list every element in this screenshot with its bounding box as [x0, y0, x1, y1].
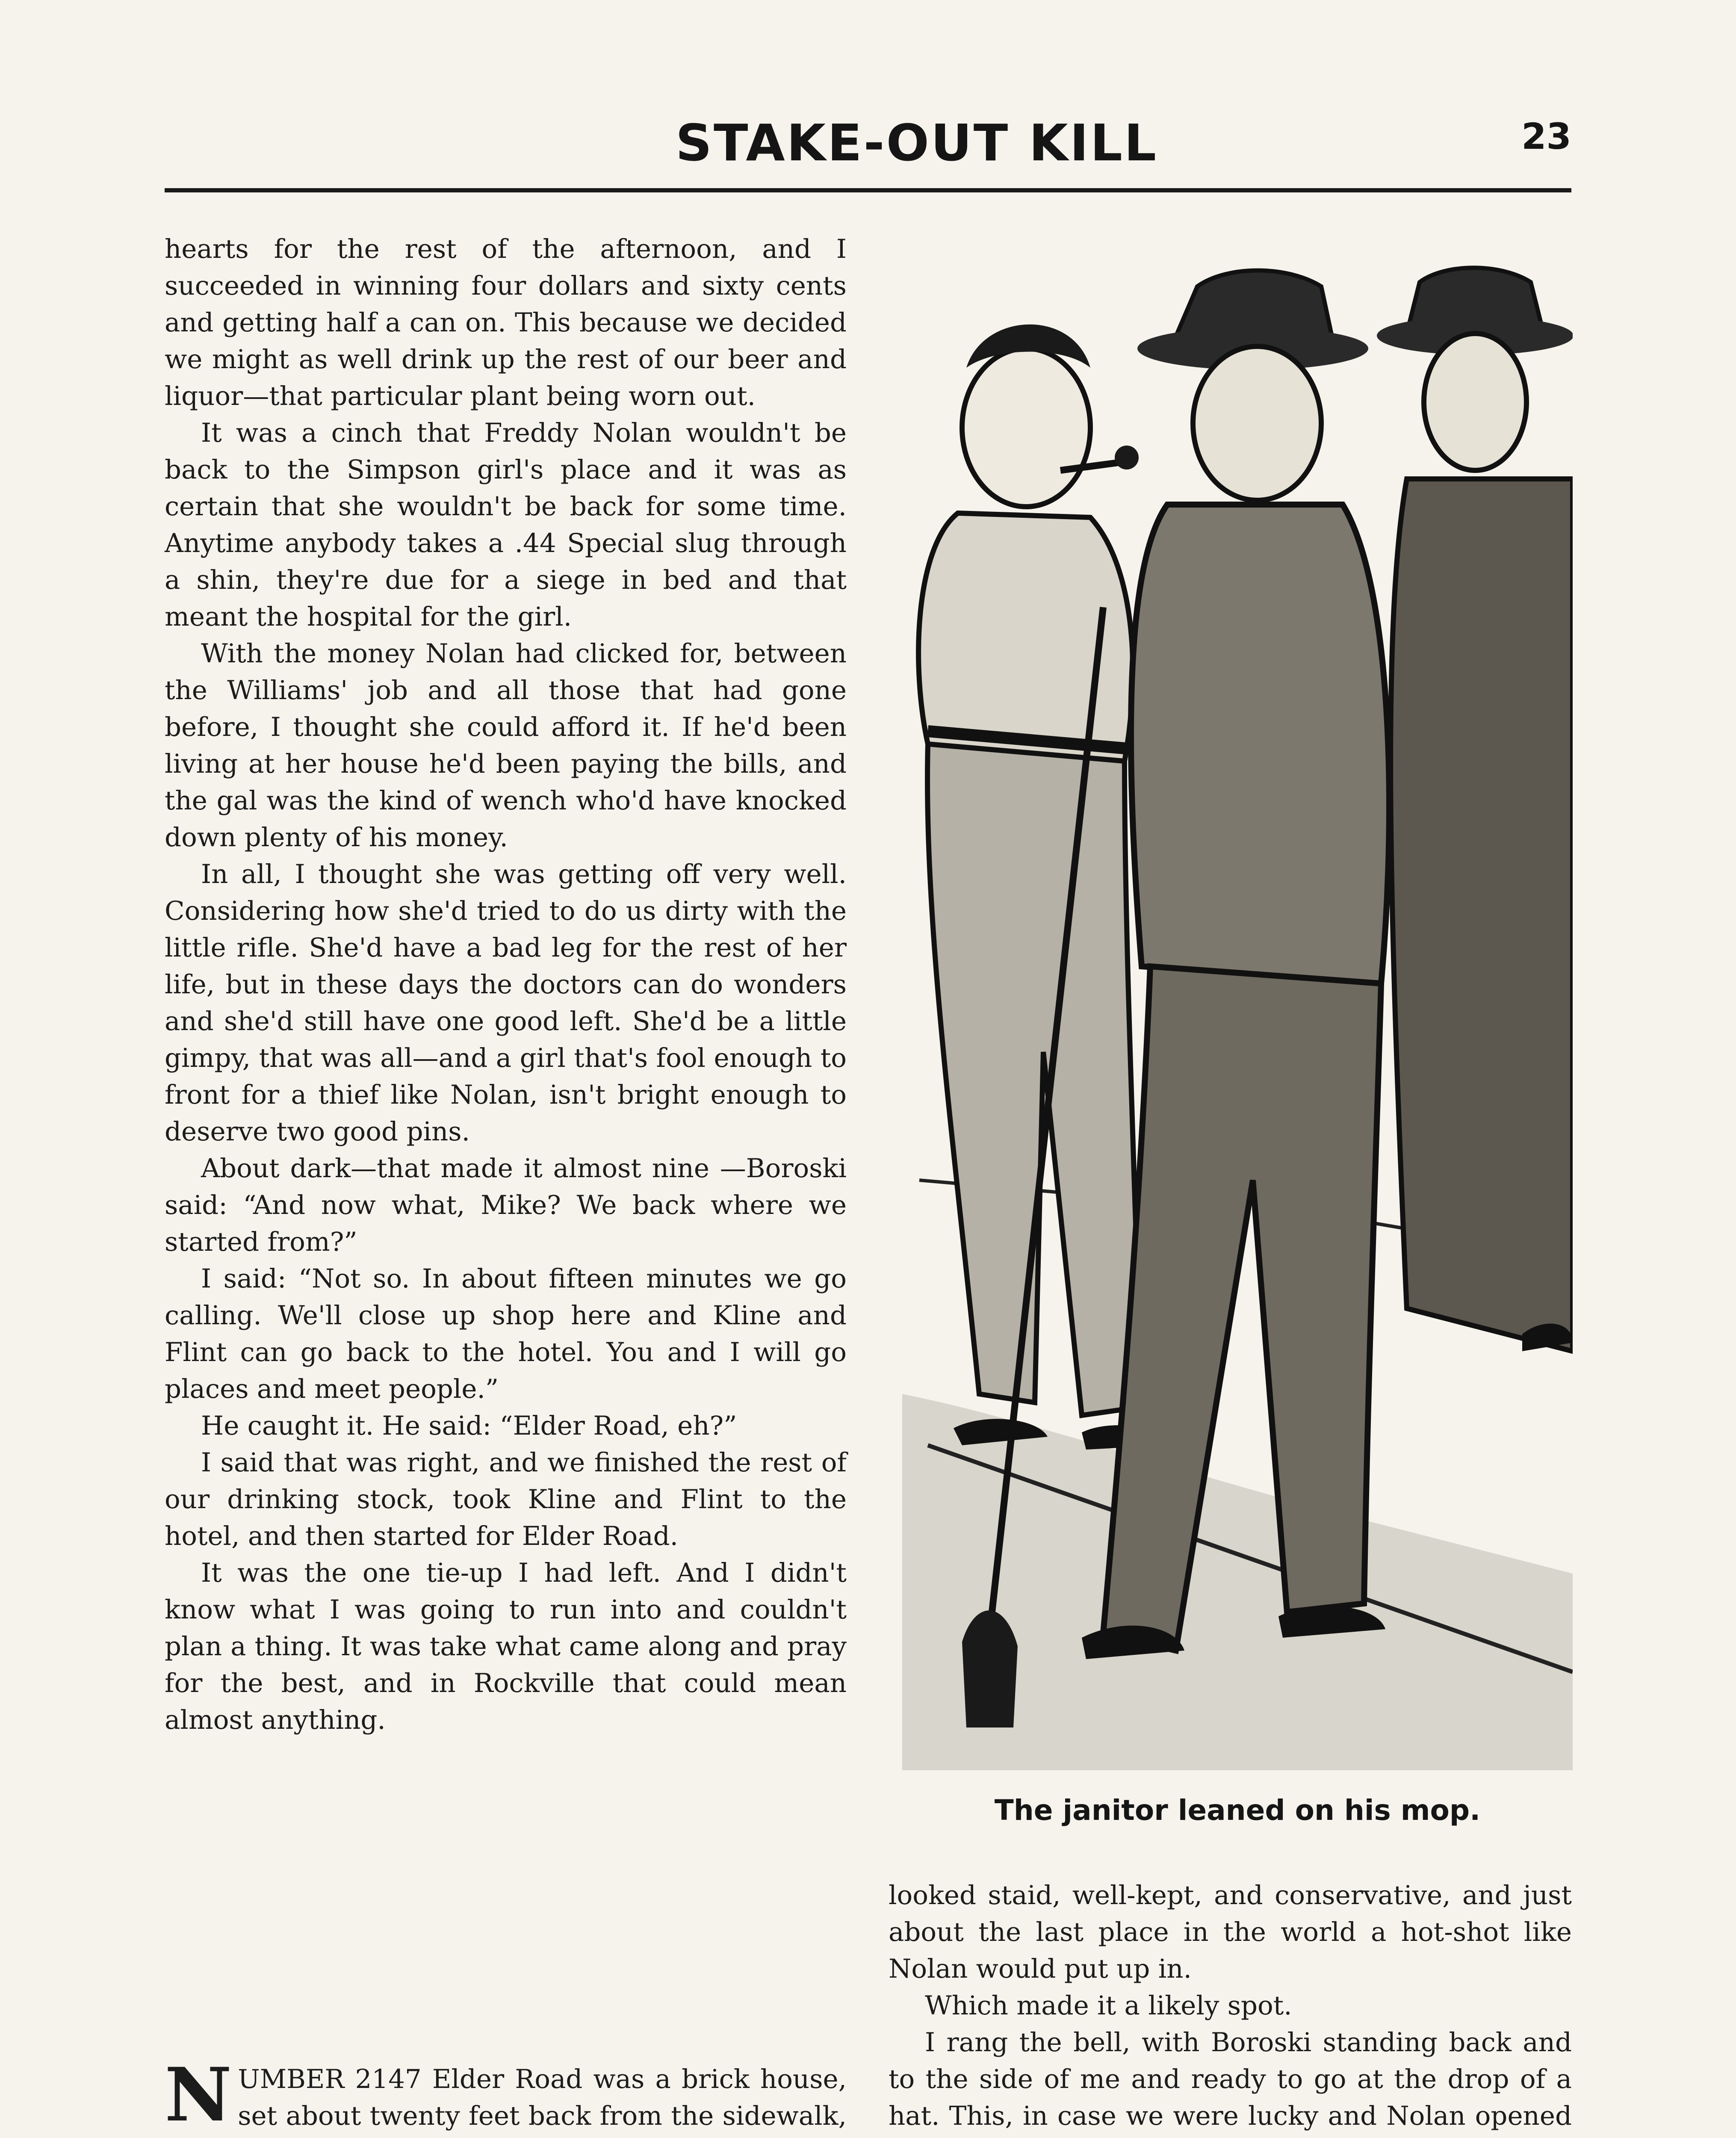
dropcap-paragraph-text: UMBER 2147 Elder Road was a brick house, set about twenty feet back from the sidewalk, [238, 2064, 847, 2131]
paragraph: I said: “Not so. In about fifteen minutes we go calling. We'll close up shop here and Kline and Flint can go back to the hotel. You and I will go places and meet people.” [165, 1264, 847, 1404]
paragraph: It was a cinch that Freddy Nolan wouldn't be back to the Simpson girl's place and it was as certain that she wouldn't be back for some time. Anytime anybody takes a .44 Special slug through a shin, they're due for a siege in bed and that meant the hospital for the girl. [165, 418, 847, 632]
page-number: 23 [1521, 115, 1571, 157]
right-column [889, 1877, 1572, 2138]
paragraph: He caught it. He said: “Elder Road, eh?” [201, 1411, 737, 1441]
dropcap-paragraph [165, 2051, 847, 2138]
paragraph: With the money Nolan had clicked for, between the Williams' job and all those that had gone before, I thought she could afford it. If he'd been living at her house he'd been paying the bills, and the gal was the kind of wench who'd have knocked down plenty of his money. [165, 638, 847, 853]
illustration-caption: The janitor leaned on his mop. [994, 1794, 1481, 1827]
paragraph: looked staid, well-kept, and conservative, and just about the last place in the world a hot-shot like Nolan would put up in. [889, 1880, 1572, 1984]
paragraph: Which made it a likely spot. [925, 1990, 1292, 2021]
header-rule [165, 188, 1571, 192]
running-head: STAKE-OUT KILL [676, 113, 1158, 172]
paragraph: About dark—that made it almost nine —Boroski said: “And now what, Mike? We back where we started from?” [165, 1153, 847, 1257]
paragraph: I said that was right, and we finished the rest of our drinking stock, took Kline and Flint to the hotel, and then started for Elder Road. [165, 1447, 847, 1551]
section-start [165, 2051, 847, 2138]
paragraph: It was the one tie-up I had left. And I didn't know what I was going to run into and couldn't plan a thing. It was take what came along and pray for the best, and in Rockville that could mean almost anything. [165, 1558, 847, 1735]
paragraph: I rang the bell, with Boroski standing back and to the side of me and ready to go at the drop of a hat. This, in case we were lucky and Nolan opened [889, 2027, 1572, 2131]
illustration-janitor-and-detectives [902, 239, 1573, 1770]
paragraph: In all, I thought she was getting off very well. Considering how she'd tried to do us dirty with the little rifle. She'd have a bad leg for the rest of her life, but in these days the doctors can do wonders and she'd still have one good left. She'd be a little gimpy, that was all—and a girl that's fool enough to front for a thief like Nolan, isn't bright enough to deserve two good pins. [165, 859, 847, 1147]
paragraph: hearts for the rest of the afternoon, and I succeeded in winning four dollars and sixty cents and getting half a can on. This because we decided we might as well drink up the rest of our beer and liquor—that particular plant being worn out. [165, 234, 847, 411]
left-column [165, 231, 847, 1739]
drop-cap: N [165, 2051, 232, 2138]
